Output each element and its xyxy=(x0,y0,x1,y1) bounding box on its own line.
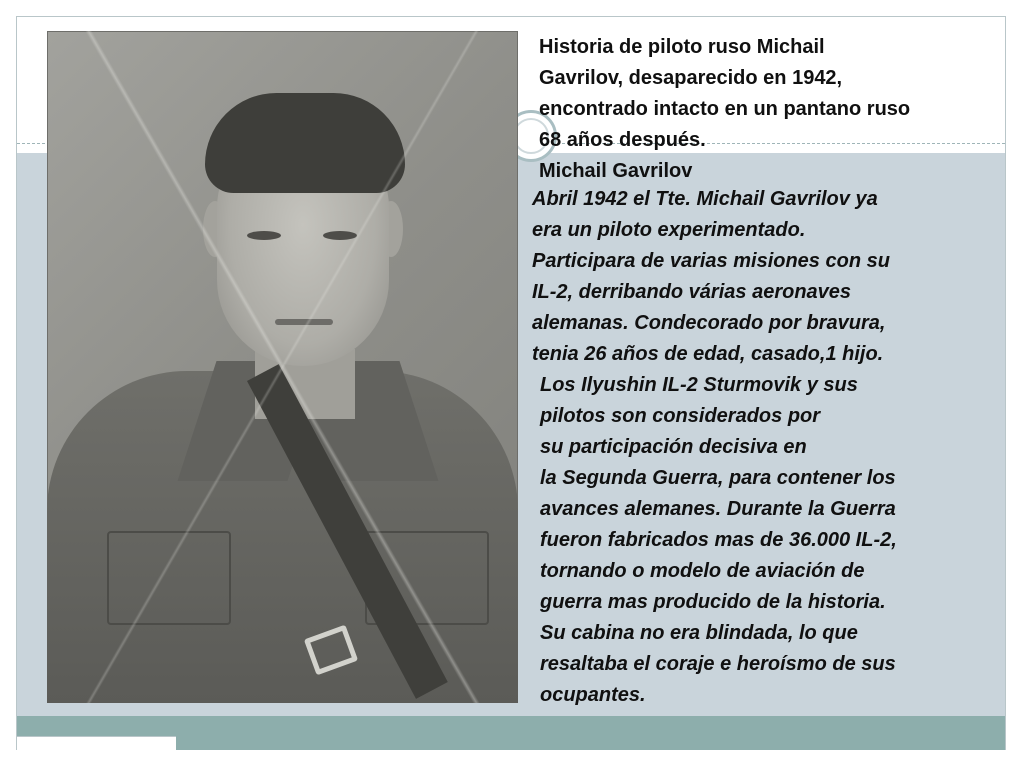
slide-title xyxy=(539,32,1019,187)
body-line: tenia 26 años de edad, casado,1 hijo. xyxy=(532,343,884,365)
body-line: Participara de varias misiones con su xyxy=(532,250,890,272)
body-line: era un piloto experimentado. xyxy=(532,219,806,241)
body-line: fueron fabricados mas de 36.000 IL-2, xyxy=(540,529,897,551)
photo-creases xyxy=(47,31,518,703)
title-line: Historia de piloto ruso Michail xyxy=(539,36,825,58)
body-line: Los Ilyushin IL-2 Sturmovik y sus xyxy=(540,374,858,396)
title-line: encontrado intacto en un pantano ruso xyxy=(539,98,911,120)
body-line: ocupantes. xyxy=(540,684,646,706)
body-line: su participación decisiva en xyxy=(540,436,807,458)
body-line: alemanas. Condecorado por bravura, xyxy=(532,312,886,334)
body-line: la Segunda Guerra, para contener los xyxy=(540,467,896,489)
footer-tab xyxy=(17,736,176,750)
title-line: Gavrilov, desaparecido en 1942, xyxy=(539,67,843,89)
body-line: tornando o modelo de aviación de xyxy=(540,560,865,582)
body-line: Abril 1942 el Tte. Michail Gavrilov ya xyxy=(532,188,878,210)
body-line: resaltaba el coraje e heroísmo de sus xyxy=(540,653,896,675)
body-line: Su cabina no era blindada, lo que xyxy=(540,622,858,644)
body-line: pilotos son considerados por xyxy=(540,405,821,427)
body-line: avances alemanes. Durante la Guerra xyxy=(540,498,896,520)
body-line: IL-2, derribando várias aeronaves xyxy=(532,281,852,303)
slide-body-text xyxy=(532,184,1012,711)
footer-band-lower xyxy=(176,736,1005,750)
body-line: guerra mas producido de la historia. xyxy=(540,591,886,613)
footer-band xyxy=(17,716,1005,736)
title-line: Michail Gavrilov xyxy=(539,160,693,182)
title-line: 68 años después. xyxy=(539,129,706,151)
pilot-photo xyxy=(47,31,518,703)
